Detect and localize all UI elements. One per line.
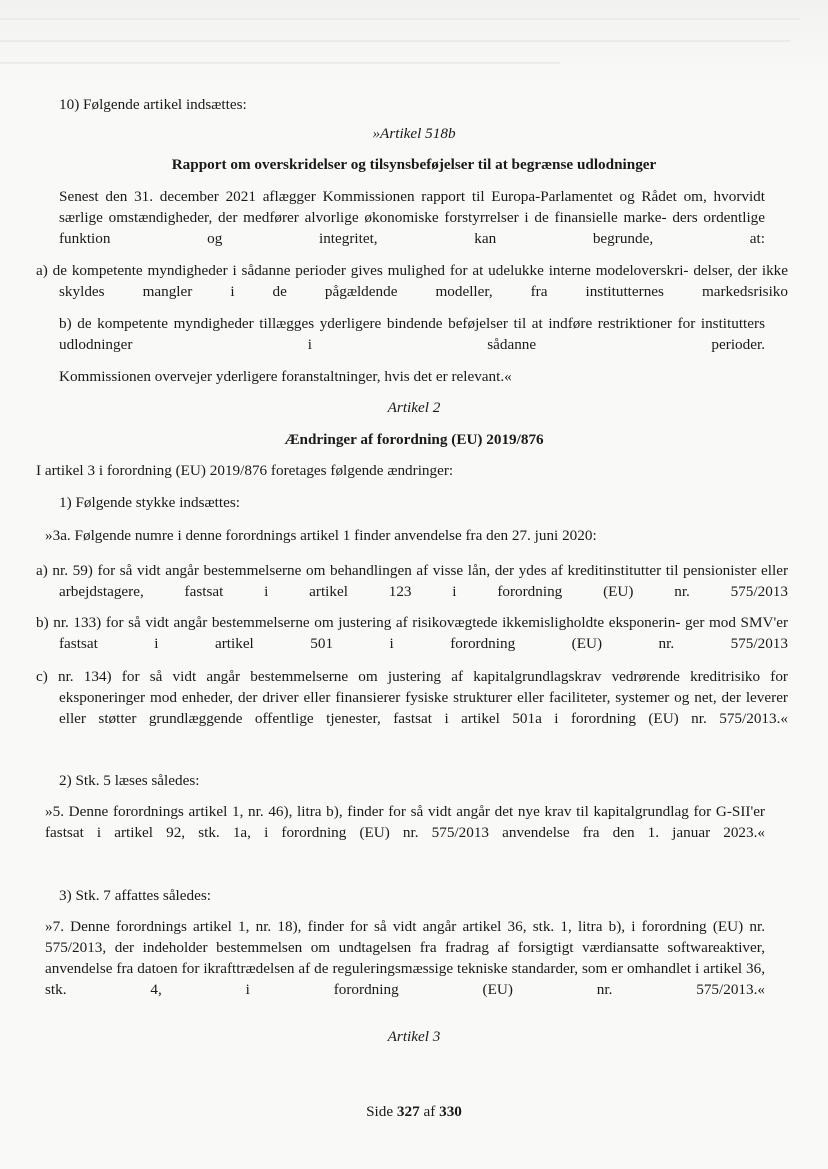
paragraph: Kommissionen overvejer yderligere foranstaltninger, hvis det er relevant.« [59, 368, 512, 385]
scan-bleed-line [0, 62, 560, 64]
list-item: a) de kompetente myndigheder i sådanne perioder gives mulighed for at udelukke interne modeloverskri- delser, der ikke skyldes mangler i de pågældende modeller, fra institutternes markedsrisiko [36, 262, 788, 300]
article-number: Artikel 3 [387, 1028, 441, 1045]
page-number-prefix: Side [366, 1103, 394, 1120]
list-item: b) nr. 133) for så vidt angår bestemmelserne om justering af risikovægtede ikkemisligholdte eksponerin- ger mod SMV'er fastsat i artikel 501 i forordning (EU) nr. 575/2013 [36, 614, 788, 652]
paragraph: Senest den 31. december 2021 aflægger Kommissionen rapport til Europa-Parlamentet og Rådet om, hvorvidt særlige omstændigheder, der medfører alvorlige økonomiske forstyrrelser i de finansielle marke- ders ordentlige funktion og integritet, kan begrunde, at: [59, 188, 765, 247]
paragraph: »7. Denne forordnings artikel 1, nr. 18), finder for så vidt angår artikel 36, stk. 1, litra b), i forordning (EU) nr. 575/2013, der indeholder bestemmelsen om undtagelsen fra fradrag af forsigtigt værdiansatte softwareaktiver, anvendelse fra datoen for ikrafttrædelsen af de reguleringsmæssige tekniske standarder, som er omhandlet i artikel 36, stk. 4, i forordning (EU) nr. 575/2013.« [45, 918, 765, 998]
list-item-heading: 10) Følgende artikel indsættes: [59, 96, 247, 113]
article-title: Ændringer af forordning (EU) 2019/876 [284, 431, 544, 448]
scan-bleed-line [0, 18, 800, 20]
paragraph: I artikel 3 i forordning (EU) 2019/876 foretages følgende ændringer: [36, 462, 454, 479]
page-number-separator: af [423, 1103, 436, 1120]
list-item: b) de kompetente myndigheder tillægges yderligere bindende beføjelser til at indføre restriktioner for institutters udlodninger i sådanne perioder. [59, 315, 765, 353]
article-number: Artikel 2 [387, 399, 441, 416]
article-number: »Artikel 518b [372, 125, 456, 142]
paragraph: »3a. Følgende numre i denne forordnings artikel 1 finder anvendelse fra den 27. juni 2020: [45, 527, 597, 544]
list-item-heading: 1) Følgende stykke indsættes: [59, 494, 240, 511]
page-number-current: 327 [396, 1103, 420, 1120]
scan-bleed-line [0, 40, 790, 42]
paragraph: »5. Denne forordnings artikel 1, nr. 46), litra b), finder for så vidt angår det nye krav til kapitalgrundlag for G-SII'er fastsat i artikel 92, stk. 1a, i forordning (EU) nr. 575/2013 anvendelse fra den 1. januar 2023.« [45, 803, 765, 841]
list-item-heading: 2) Stk. 5 læses således: [59, 772, 200, 789]
list-item-heading: 3) Stk. 7 affattes således: [59, 887, 211, 904]
page-number-total: 330 [439, 1103, 462, 1120]
page-number [0, 1101, 828, 1122]
list-item: c) nr. 134) for så vidt angår bestemmelserne om justering af kapitalgrundlagskrav vedrørende kreditrisiko for eksponeringer mod enheder, der driver eller finansierer fysiske strukturer eller faciliteter, systemer og net, der leverer eller støtter grundlæggende offentlige tjenester, fastsat i artikel 501a i forordning (EU) nr. 575/2013.« [36, 668, 788, 727]
list-item: a) nr. 59) for så vidt angår bestemmelserne om behandlingen af visse lån, der ydes af kreditinstitutter til pensionister eller arbejdstagere, fastsat i artikel 123 i forordning (EU) nr. 575/2013 [36, 562, 788, 600]
article-title: Rapport om overskridelser og tilsynsbeføjelser til at begrænse udlodninger [171, 156, 657, 173]
